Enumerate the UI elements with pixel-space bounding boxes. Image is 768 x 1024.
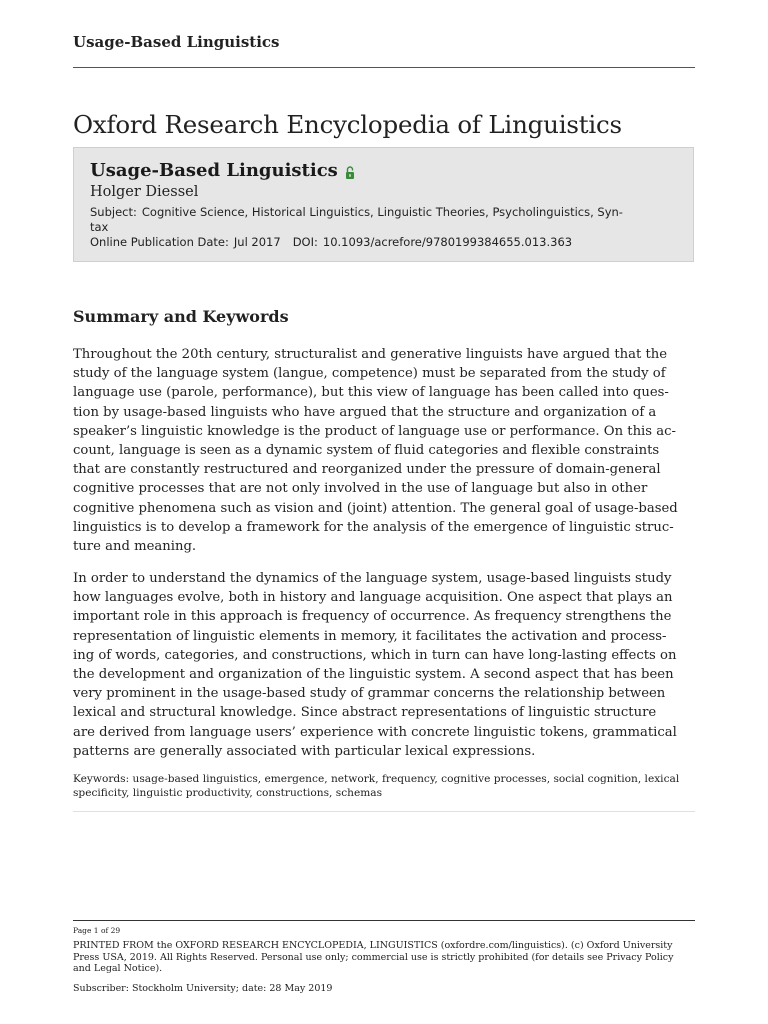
text-line: count, language is seen as a dynamic system of fluid categories and flexible constraints [73,443,660,459]
keywords-line: specificity, linguistic productivity, constructions, schemas [73,786,383,799]
author-name[interactable]: Holger Diessel [90,184,199,200]
printed-from-notice [73,940,695,975]
text-line: important role in this approach is frequency of occurrence. As frequency strengthens the [73,609,672,625]
keywords-divider [73,811,695,812]
article-title[interactable]: Usage-Based Linguistics [90,159,338,181]
text-line: speaker’s linguistic knowledge is the product of language use or performance. On this ac- [73,423,676,439]
keywords [73,773,695,800]
encyclopedia-title: Oxford Research Encyclopedia of Linguistics [73,110,622,139]
text-line: are derived from language users’ experience with concrete linguistic tokens, grammatical [73,724,677,740]
subject-values[interactable]: Cognitive Science, Historical Linguistics, Linguistic Theories, Psycholinguistics, Syn- [141,205,623,219]
text-line: representation of linguistic elements in memory, it facilitates the activation and process- [73,628,667,644]
text-line: In order to understand the dynamics of the language system, usage-based linguists study [73,571,672,586]
article-info-box [73,147,694,262]
subject-values-continued[interactable]: tax [90,220,109,234]
text-line: cognitive phenomena such as vision and (joint) attention. The general goal of usage-based [73,500,678,516]
subject-line [90,205,650,235]
subscriber-info: Subscriber: Stockholm University; date: 28 May 2019 [73,983,333,994]
text-line: Throughout the 20th century, structuralist and generative linguists have argued that the [73,347,668,362]
text-line: cognitive processes that are not only involved in the use of language but also in other [73,481,648,497]
header-divider [73,67,695,68]
text-line: the development and organization of the linguistic system. A second aspect that has been [73,667,674,683]
keywords-line: Keywords: usage-based linguistics, emergence, network, frequency, cognitive processes, social cognition, lexical [73,773,680,785]
pub-date-label: Online Publication Date: [90,235,229,249]
notice-line: and Legal Notice). [73,963,163,974]
text-line: very prominent in the usage-based study of grammar concerns the relationship between [73,686,666,702]
summary-paragraph-1 [73,345,695,556]
pub-date: Jul 2017 [233,235,281,249]
text-line: how languages evolve, both in history and language acquisition. One aspect that plays an [73,590,673,606]
running-header: Usage-Based Linguistics [73,33,280,51]
summary-heading: Summary and Keywords [73,307,289,326]
doi-label: DOI: [292,235,318,249]
notice-line: PRINTED FROM the OXFORD RESEARCH ENCYCLOPEDIA, LINGUISTICS (oxfordre.com/linguistics). (c) Oxford University [73,940,673,951]
text-line: ture and meaning. [73,539,197,555]
article-title-row [90,158,677,182]
footer-divider [73,920,695,921]
open-lock-icon [345,165,355,179]
subject-label: Subject: [90,205,137,219]
text-line: language use (parole, performance), but this view of language has been called into ques- [73,385,669,401]
notice-line: Press USA, 2019. All Rights Reserved. Personal use only; commercial use is strictly prohibited (for details see Privacy Policy [73,951,674,963]
summary-paragraph-2 [73,569,695,761]
text-line: patterns are generally associated with particular lexical expressions. [73,743,536,759]
text-line: ing of words, categories, and constructions, which in turn can have long-lasting effects on [73,647,677,663]
publication-line [90,235,677,250]
text-line: tion by usage-based linguists who have argued that the structure and organization of a [73,404,657,420]
text-line: that are constantly restructured and reorganized under the pressure of domain-general [73,462,661,478]
text-line: linguistics is to develop a framework for the analysis of the emergence of linguistic struc- [73,519,674,535]
text-line: lexical and structural knowledge. Since abstract representations of linguistic structure [73,705,657,721]
text-line: study of the language system (langue, competence) must be separated from the study of [73,366,666,382]
doi-link[interactable]: 10.1093/acrefore/9780199384655.013.363 [322,235,573,249]
page-number: Page 1 of 29 [73,926,121,935]
